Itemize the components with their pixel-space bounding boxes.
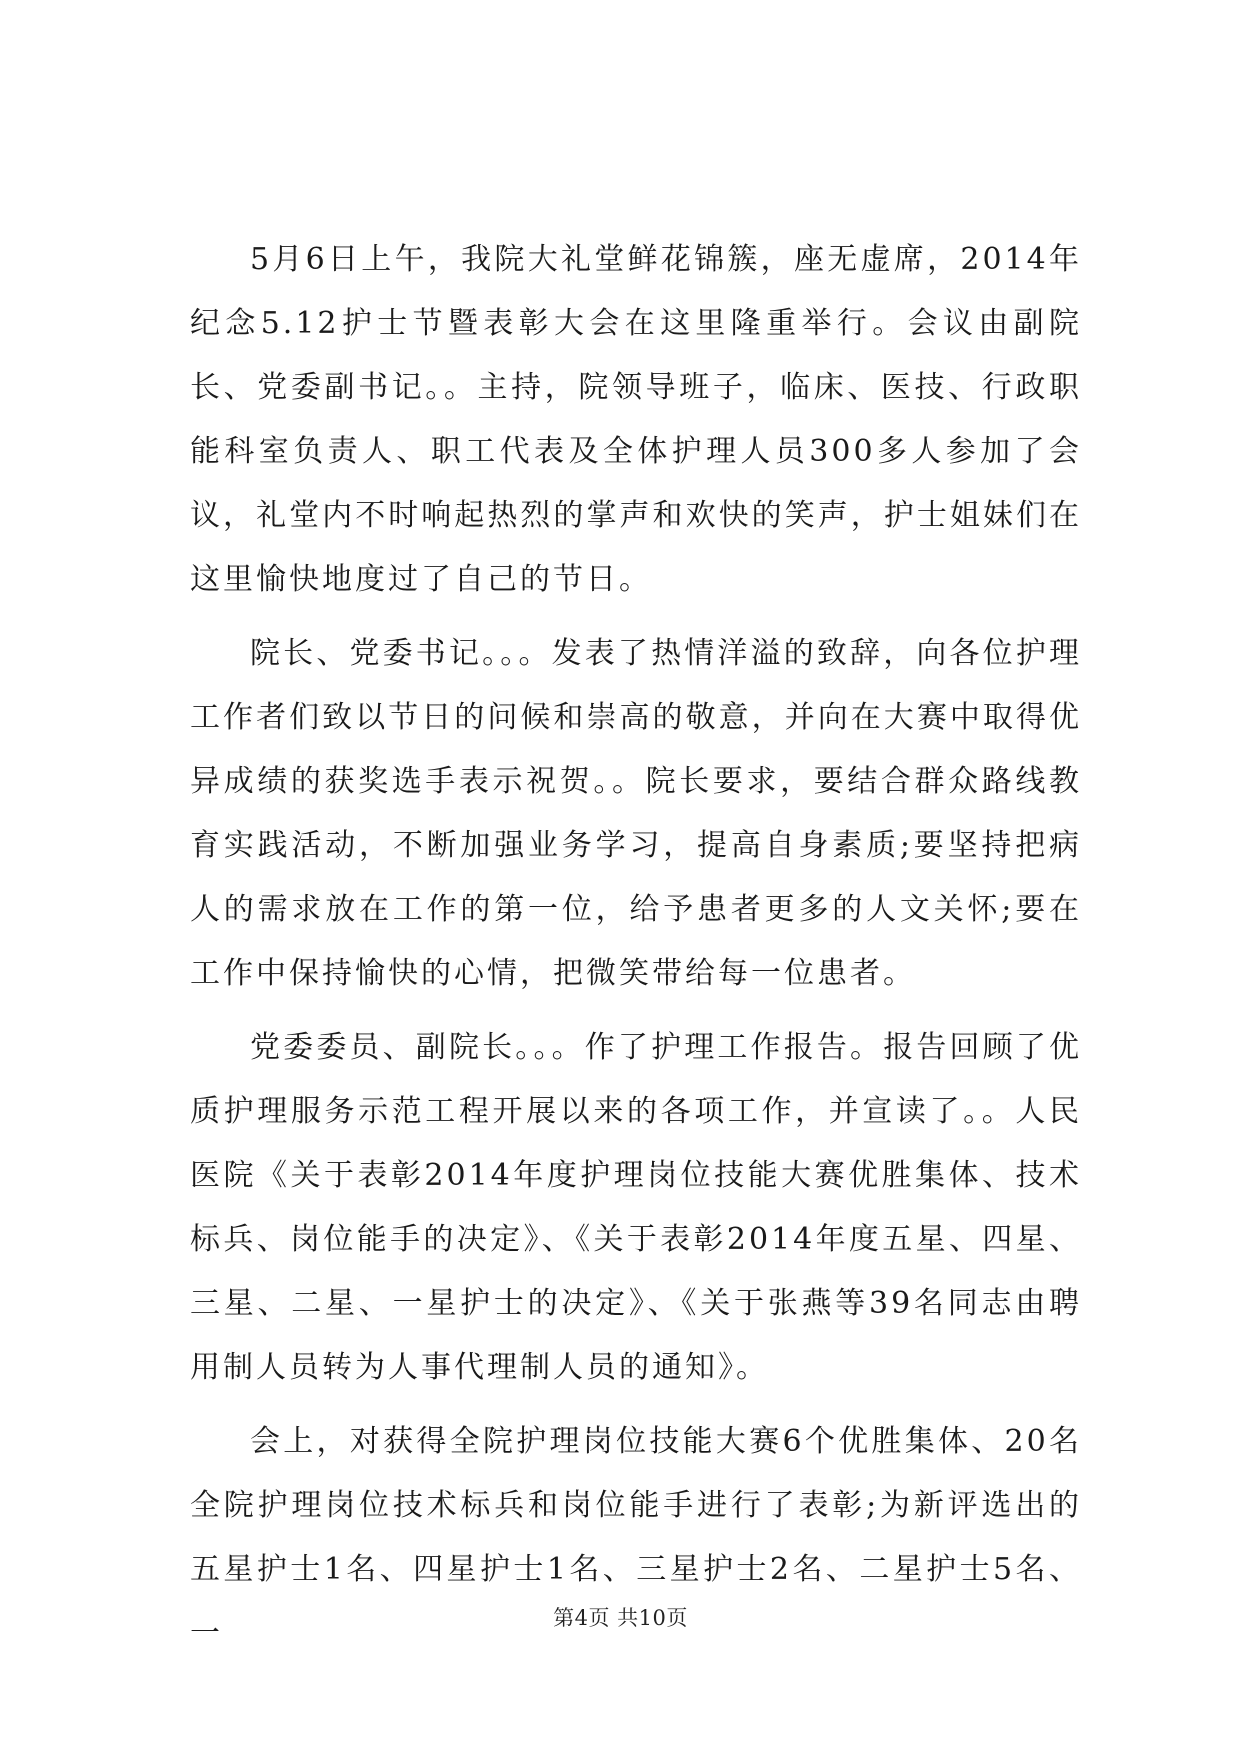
paragraph-4: 会上，对获得全院护理岗位技能大赛6个优胜集体、20名全院护理岗位技术标兵和岗位能手进行了表彰;为新评选出的五星护士1名、四星护士1名、三星护士2名、二星护士5名、一 (190, 1424, 1082, 1651)
paragraph-1: 5月6日上午，我院大礼堂鲜花锦簇，座无虚席，2014年纪念5.12护士节暨表彰大会在这里隆重举行。会议由副院长、党委副书记。。主持，院领导班子，临床、医技、行政职能科室负责人、职工代表及全体护理人员300多人参加了会议，礼堂内不时响起热烈的掌声和欢快的笑声，护士姐妹们在这里愉快地度过了自己的节日。 (190, 242, 1082, 597)
paragraph-3: 党委委员、副院长。。。作了护理工作报告。报告回顾了优质护理服务示范工程开展以来的各项工作，并宣读了。。人民医院《关于表彰2014年度护理岗位技能大赛优胜集体、技术标兵、岗位能手的决定》、《关于表彰2014年度五星、四星、三星、二星、一星护士的决定》、《关于张燕等39名同志由聘用制人员转为人事代理制人员的通知》。 (190, 1030, 1082, 1385)
document-body (190, 228, 1082, 1676)
paragraph-2: 院长、党委书记。。。发表了热情洋溢的致辞，向各位护理工作者们致以节日的问候和崇高的敬意，并向在大赛中取得优异成绩的获奖选手表示祝贺。。院长要求，要结合群众路线教育实践活动，不断加强业务学习，提高自身素质;要坚持把病人的需求放在工作的第一位，给予患者更多的人文关怀;要在工作中保持愉快的心情，把微笑带给每一位患者。 (190, 636, 1082, 991)
page-number-footer: 第4页 共10页 (553, 1606, 688, 1630)
